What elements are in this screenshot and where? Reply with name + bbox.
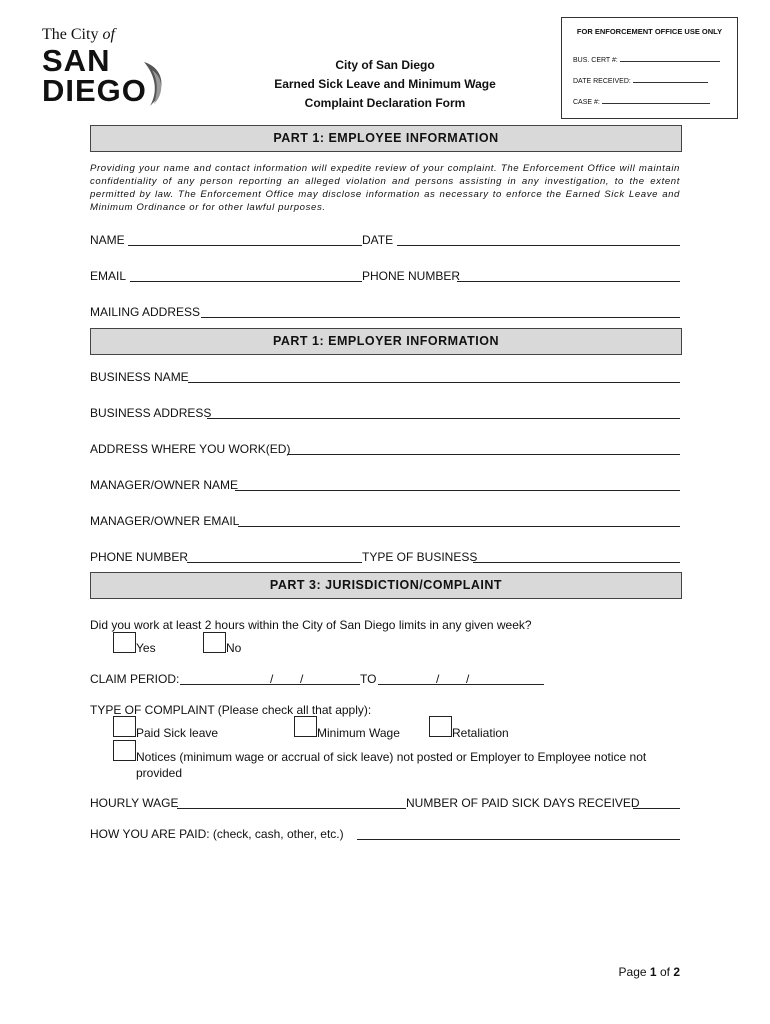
- business-name-label: BUSINESS NAME: [90, 370, 189, 384]
- notices-checkbox[interactable]: [113, 740, 136, 761]
- work-address-field[interactable]: [287, 441, 680, 455]
- notices-label-line1: Notices (minimum wage or accrual of sick leave) not posted or Employer to Employee notice not: [136, 750, 647, 764]
- logo-the-city: The City: [42, 26, 99, 43]
- confidentiality-notice: Providing your name and contact information will expedite review of your complaint. The Enforcement Office will maintain confidentiality of any person reporting an alleged violation and persons assisting in any investigation, to the extent permitted by law. The Enforcement Office may disclose information as necessary to enforce the Earned Sick Leave and Minimum Ordinance or for other lawful purposes.: [90, 163, 680, 213]
- paid-sick-label: Paid Sick leave: [136, 726, 219, 740]
- part1-header: PART 1: EMPLOYEE INFORMATION: [90, 125, 682, 152]
- title-line-2: Earned Sick Leave and Minimum Wage: [274, 77, 496, 91]
- paid-sick-checkbox[interactable]: [113, 716, 136, 737]
- claim-end-slash-1: /: [436, 672, 440, 686]
- claim-start-slash-2: /: [300, 672, 304, 686]
- date-received-row: [573, 74, 708, 85]
- complaint-type-label: TYPE OF COMPLAINT (Please check all that apply):: [90, 703, 372, 717]
- logo-diego: DIEGO: [42, 73, 147, 108]
- claim-to-label: TO: [360, 672, 377, 686]
- claim-end-field[interactable]: [378, 671, 544, 685]
- employer-phone-field[interactable]: [187, 549, 362, 563]
- bus-cert-label: BUS. CERT #:: [573, 57, 618, 64]
- work-address-label: ADDRESS WHERE YOU WORK(ED): [90, 442, 291, 456]
- date-received-label: DATE RECEIVED:: [573, 78, 631, 85]
- business-type-label: TYPE OF BUSINESS: [362, 550, 478, 564]
- logo-wave-icon: [142, 60, 168, 108]
- how-paid-field[interactable]: [357, 826, 680, 840]
- business-address-label: BUSINESS ADDRESS: [90, 406, 212, 420]
- date-label: DATE: [362, 233, 394, 247]
- retaliation-label: Retaliation: [452, 726, 509, 740]
- min-wage-label: Minimum Wage: [317, 726, 400, 740]
- logo-of: of: [102, 26, 115, 43]
- email-field[interactable]: [130, 268, 362, 282]
- phone-label: PHONE NUMBER: [362, 269, 461, 283]
- claim-end-slash-2: /: [466, 672, 470, 686]
- claim-period-label: CLAIM PERIOD:: [90, 672, 180, 686]
- office-use-title: FOR ENFORCEMENT OFFICE USE ONLY: [576, 27, 723, 36]
- date-received-field[interactable]: [633, 74, 708, 83]
- bus-cert-row: [573, 53, 720, 64]
- business-address-field[interactable]: [207, 405, 680, 419]
- case-label: CASE #:: [573, 99, 600, 106]
- business-type-field[interactable]: [473, 549, 680, 563]
- notices-label-line2: provided: [136, 766, 183, 780]
- manager-name-field[interactable]: [235, 477, 680, 491]
- case-field[interactable]: [602, 95, 710, 104]
- page-total: 2: [673, 965, 680, 979]
- business-name-field[interactable]: [188, 369, 680, 383]
- page-of: of: [659, 965, 670, 979]
- phone-field[interactable]: [457, 268, 680, 282]
- date-field[interactable]: [397, 232, 680, 246]
- mailing-field[interactable]: [201, 304, 680, 318]
- form-title: [240, 56, 530, 113]
- claim-start-slash-1: /: [270, 672, 274, 686]
- email-label: EMAIL: [90, 269, 127, 283]
- yes-checkbox[interactable]: [113, 632, 136, 653]
- title-line-1: City of San Diego: [335, 58, 435, 72]
- yes-label: Yes: [136, 641, 156, 655]
- paid-sick-days-label: NUMBER OF PAID SICK DAYS RECEIVED: [406, 796, 640, 810]
- mailing-label: MAILING ADDRESS: [90, 305, 201, 319]
- no-checkbox[interactable]: [203, 632, 226, 653]
- jurisdiction-question: Did you work at least 2 hours within the City of San Diego limits in any given week?: [90, 618, 532, 632]
- page-number: [619, 965, 680, 979]
- employer-phone-label: PHONE NUMBER: [90, 550, 189, 564]
- part3-header: PART 3: JURISDICTION/COMPLAINT: [90, 572, 682, 599]
- part2-header: PART 1: EMPLOYER INFORMATION: [90, 328, 682, 355]
- bus-cert-field[interactable]: [620, 53, 720, 62]
- how-paid-label: HOW YOU ARE PAID: (check, cash, other, etc.): [90, 827, 344, 841]
- case-row: [573, 95, 710, 106]
- manager-email-label: MANAGER/OWNER EMAIL: [90, 514, 240, 528]
- retaliation-checkbox[interactable]: [429, 716, 452, 737]
- manager-email-field[interactable]: [238, 513, 680, 527]
- logo-san: SAN: [42, 43, 111, 78]
- page-current: 1: [649, 965, 657, 979]
- title-line-3: Complaint Declaration Form: [304, 96, 466, 110]
- city-logo-tagline: [42, 26, 115, 44]
- min-wage-checkbox[interactable]: [294, 716, 317, 737]
- hourly-wage-field[interactable]: [177, 795, 406, 809]
- name-field[interactable]: [128, 232, 362, 246]
- hourly-wage-label: HOURLY WAGE: [90, 796, 179, 810]
- name-label: NAME: [90, 233, 125, 247]
- paid-sick-days-field[interactable]: [633, 795, 680, 809]
- office-use-box: [561, 17, 738, 119]
- manager-name-label: MANAGER/OWNER NAME: [90, 478, 239, 492]
- no-label: No: [226, 641, 242, 655]
- page-label: Page: [618, 965, 647, 979]
